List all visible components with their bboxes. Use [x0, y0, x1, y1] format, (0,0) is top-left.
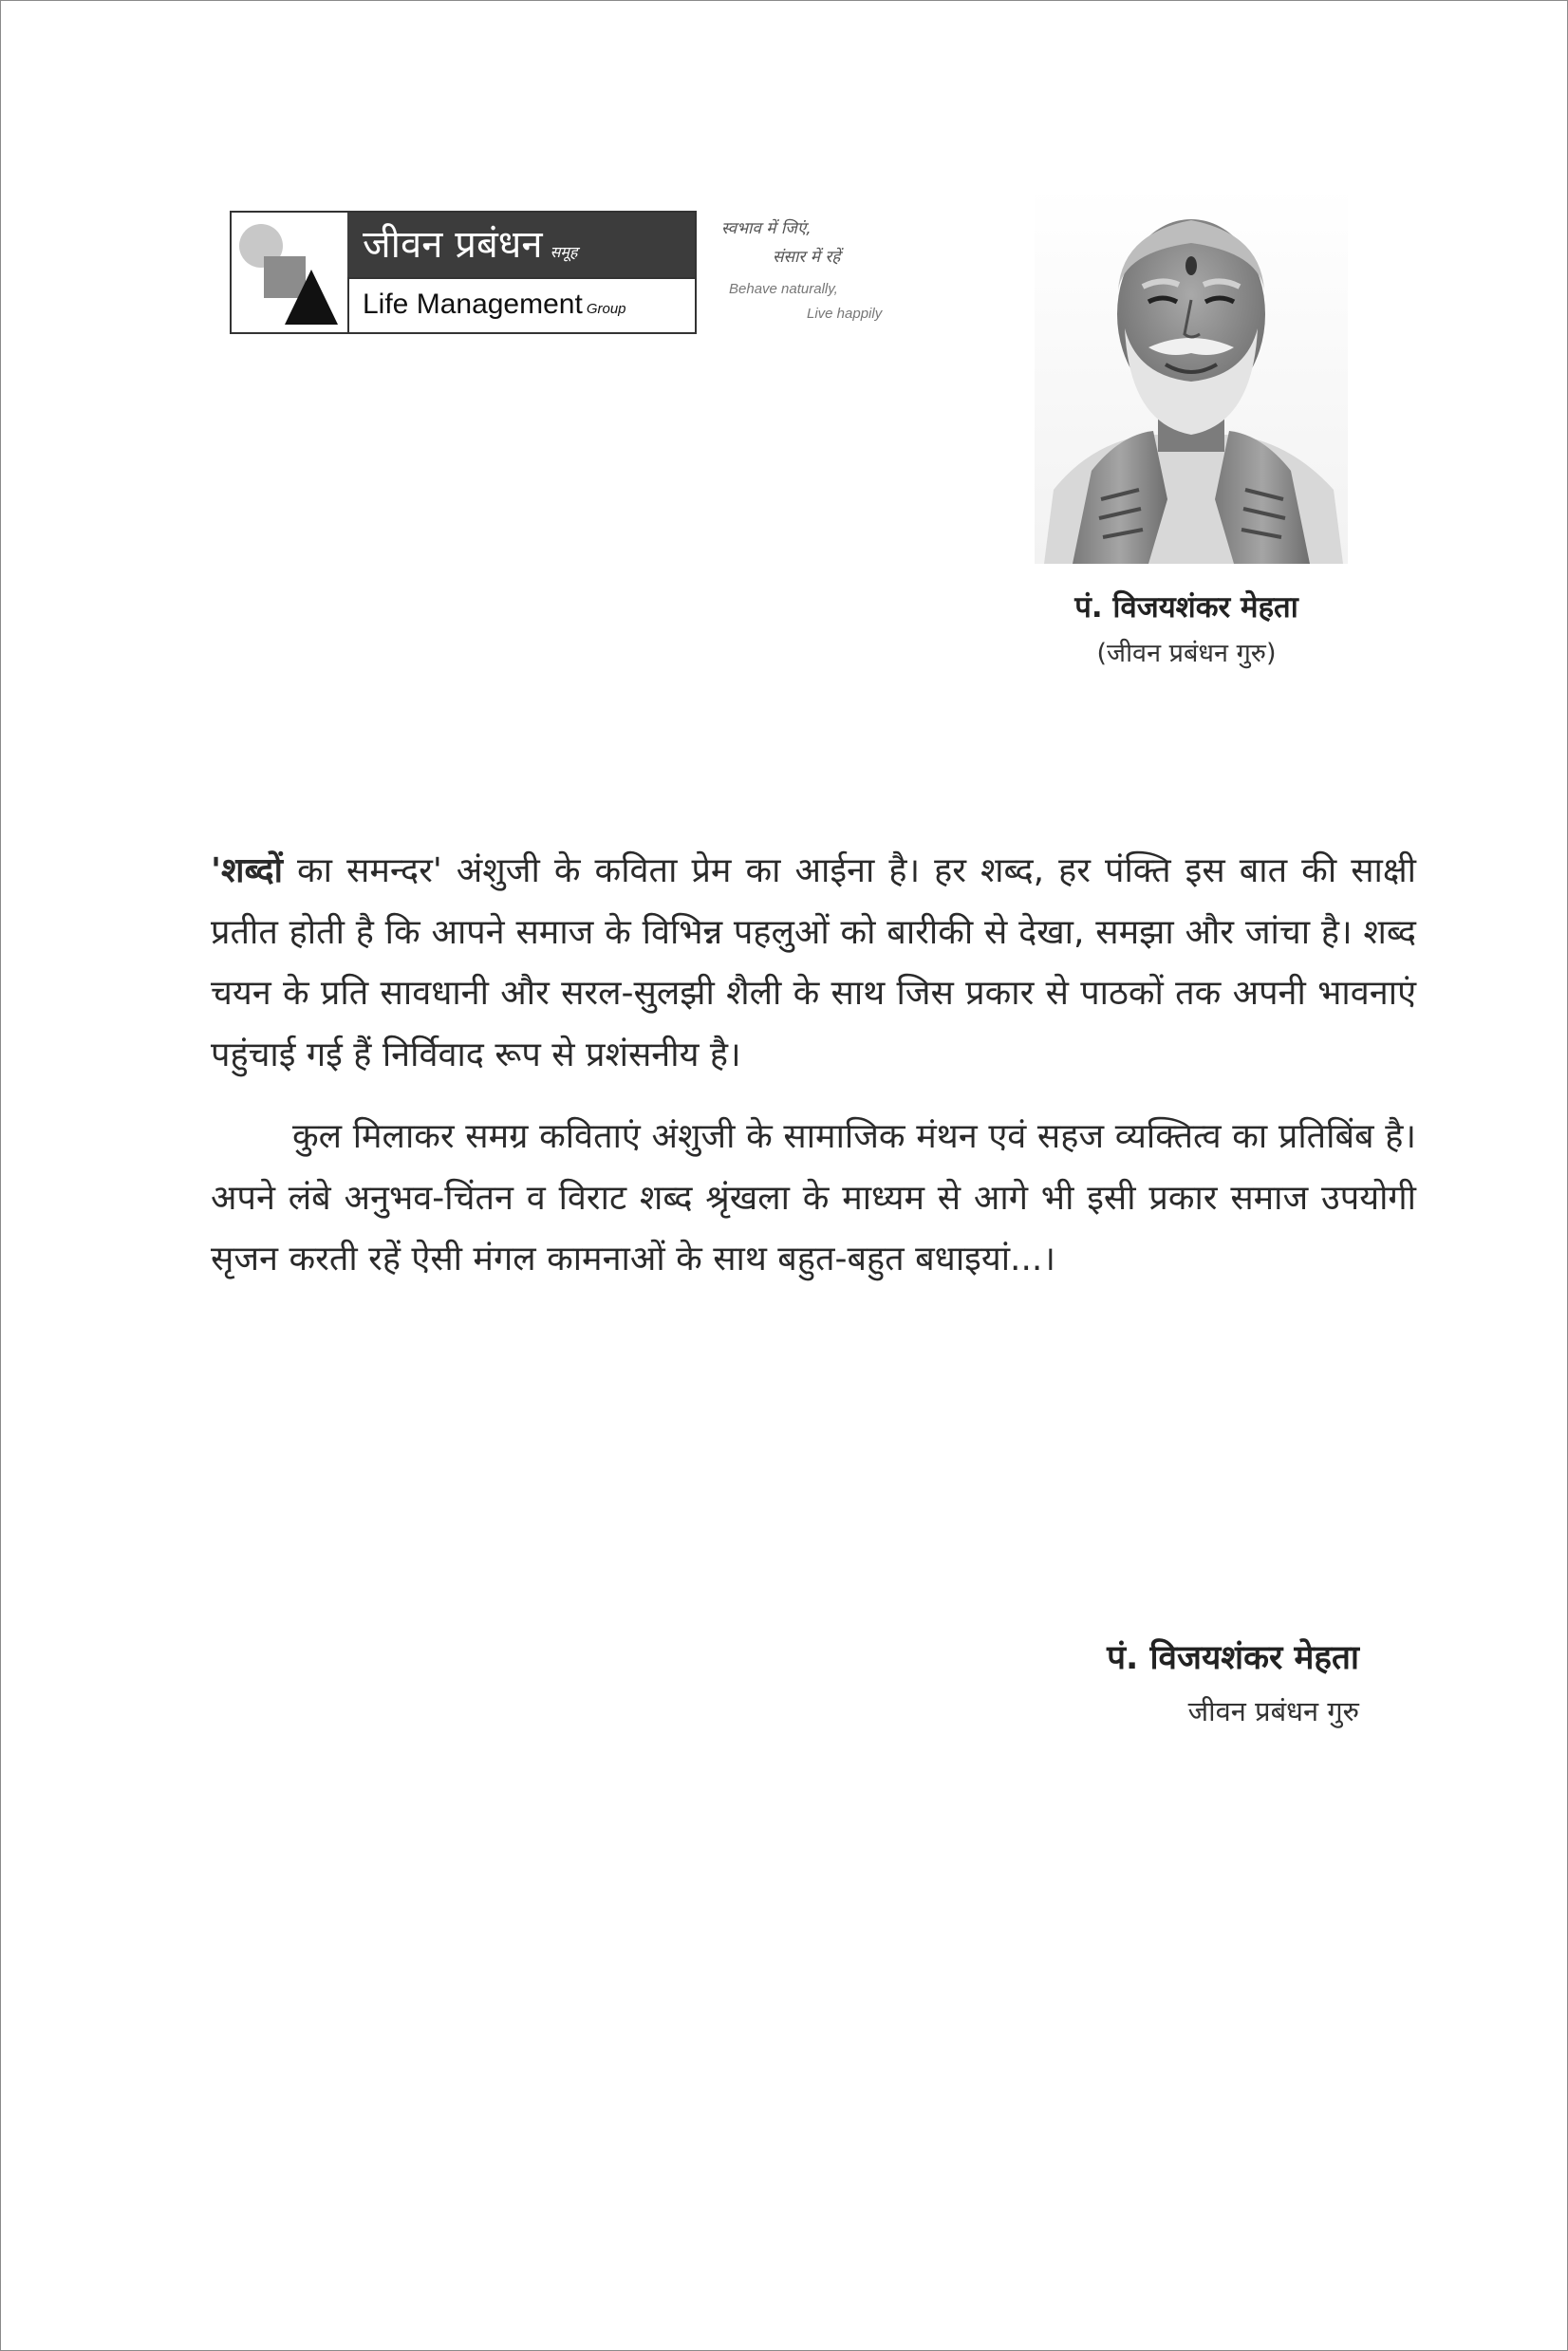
author-header-name: पं. विजयशंकर मेहता	[1074, 590, 1298, 625]
paragraph-1	[211, 841, 1416, 1086]
logo-hindi-title: जीवन प्रबंधन	[363, 223, 543, 267]
author-header	[949, 584, 1424, 677]
life-management-logo	[230, 211, 697, 334]
tagline-english-2: Live happily	[807, 306, 883, 322]
author-portrait	[1035, 186, 1348, 564]
signature-role: जीवन प्रबंधन गुरु	[1187, 1695, 1359, 1727]
paragraph-1-bold: 'शब्दों	[211, 851, 283, 890]
signature-block	[854, 1631, 1359, 1737]
paragraph-2: कुल मिलाकर समग्र कविताएं अंशुजी के सामाजिक मंथन एवं सहज व्यक्तित्व का प्रतिबिंब है। अपने लंबे अनुभव-चिंतन व विराट शब्द श्रृंखला के माध्यम से आगे भी इसी प्रकार समाज उपयोगी सृजन करती रहें ऐसी मंगल कामनाओं के साथ बहुत-बहुत बधाइयां...।	[211, 1117, 1416, 1278]
logo-hindi-group: समूह	[550, 243, 578, 261]
logo-english-band	[347, 277, 695, 332]
logo-shapes-icon	[232, 213, 349, 332]
logo-hindi-band	[347, 213, 695, 277]
paragraph-1-text: का समन्दर' अंशुजी के कविता प्रेम का आईना है। हर शब्द, हर पंक्ति इस बात की साक्षी प्रतीत होती है कि आपने समाज के विभिन्न पहलुओं को बारीकी से देखा, समझा और जांचा है। शब्द चयन के प्रति सावधानी और सरल-सुलझी शैली के साथ जिस प्रकार से पाठकों तक अपनी भावनाएं पहुंचाई गई हैं निर्विवाद रूप से प्रशंसनीय है।	[211, 851, 1416, 1074]
logo-english-title: Life Management	[363, 289, 583, 320]
author-header-role: (जीवन प्रबंधन गुरु)	[1096, 639, 1277, 668]
foreword-body	[211, 841, 1416, 1291]
portrait-illustration	[1035, 186, 1348, 564]
logo-english-group: Group	[586, 301, 626, 317]
tagline-english-1: Behave naturally,	[729, 281, 838, 297]
tagline	[721, 215, 949, 327]
signature-name: पं. विजयशंकर मेहता	[1107, 1639, 1359, 1677]
logo-triangle-shape	[285, 270, 338, 325]
tagline-hindi-1: स्वभाव में जिएं,	[721, 219, 812, 238]
tagline-hindi-2: संसार में रहें	[773, 248, 841, 267]
